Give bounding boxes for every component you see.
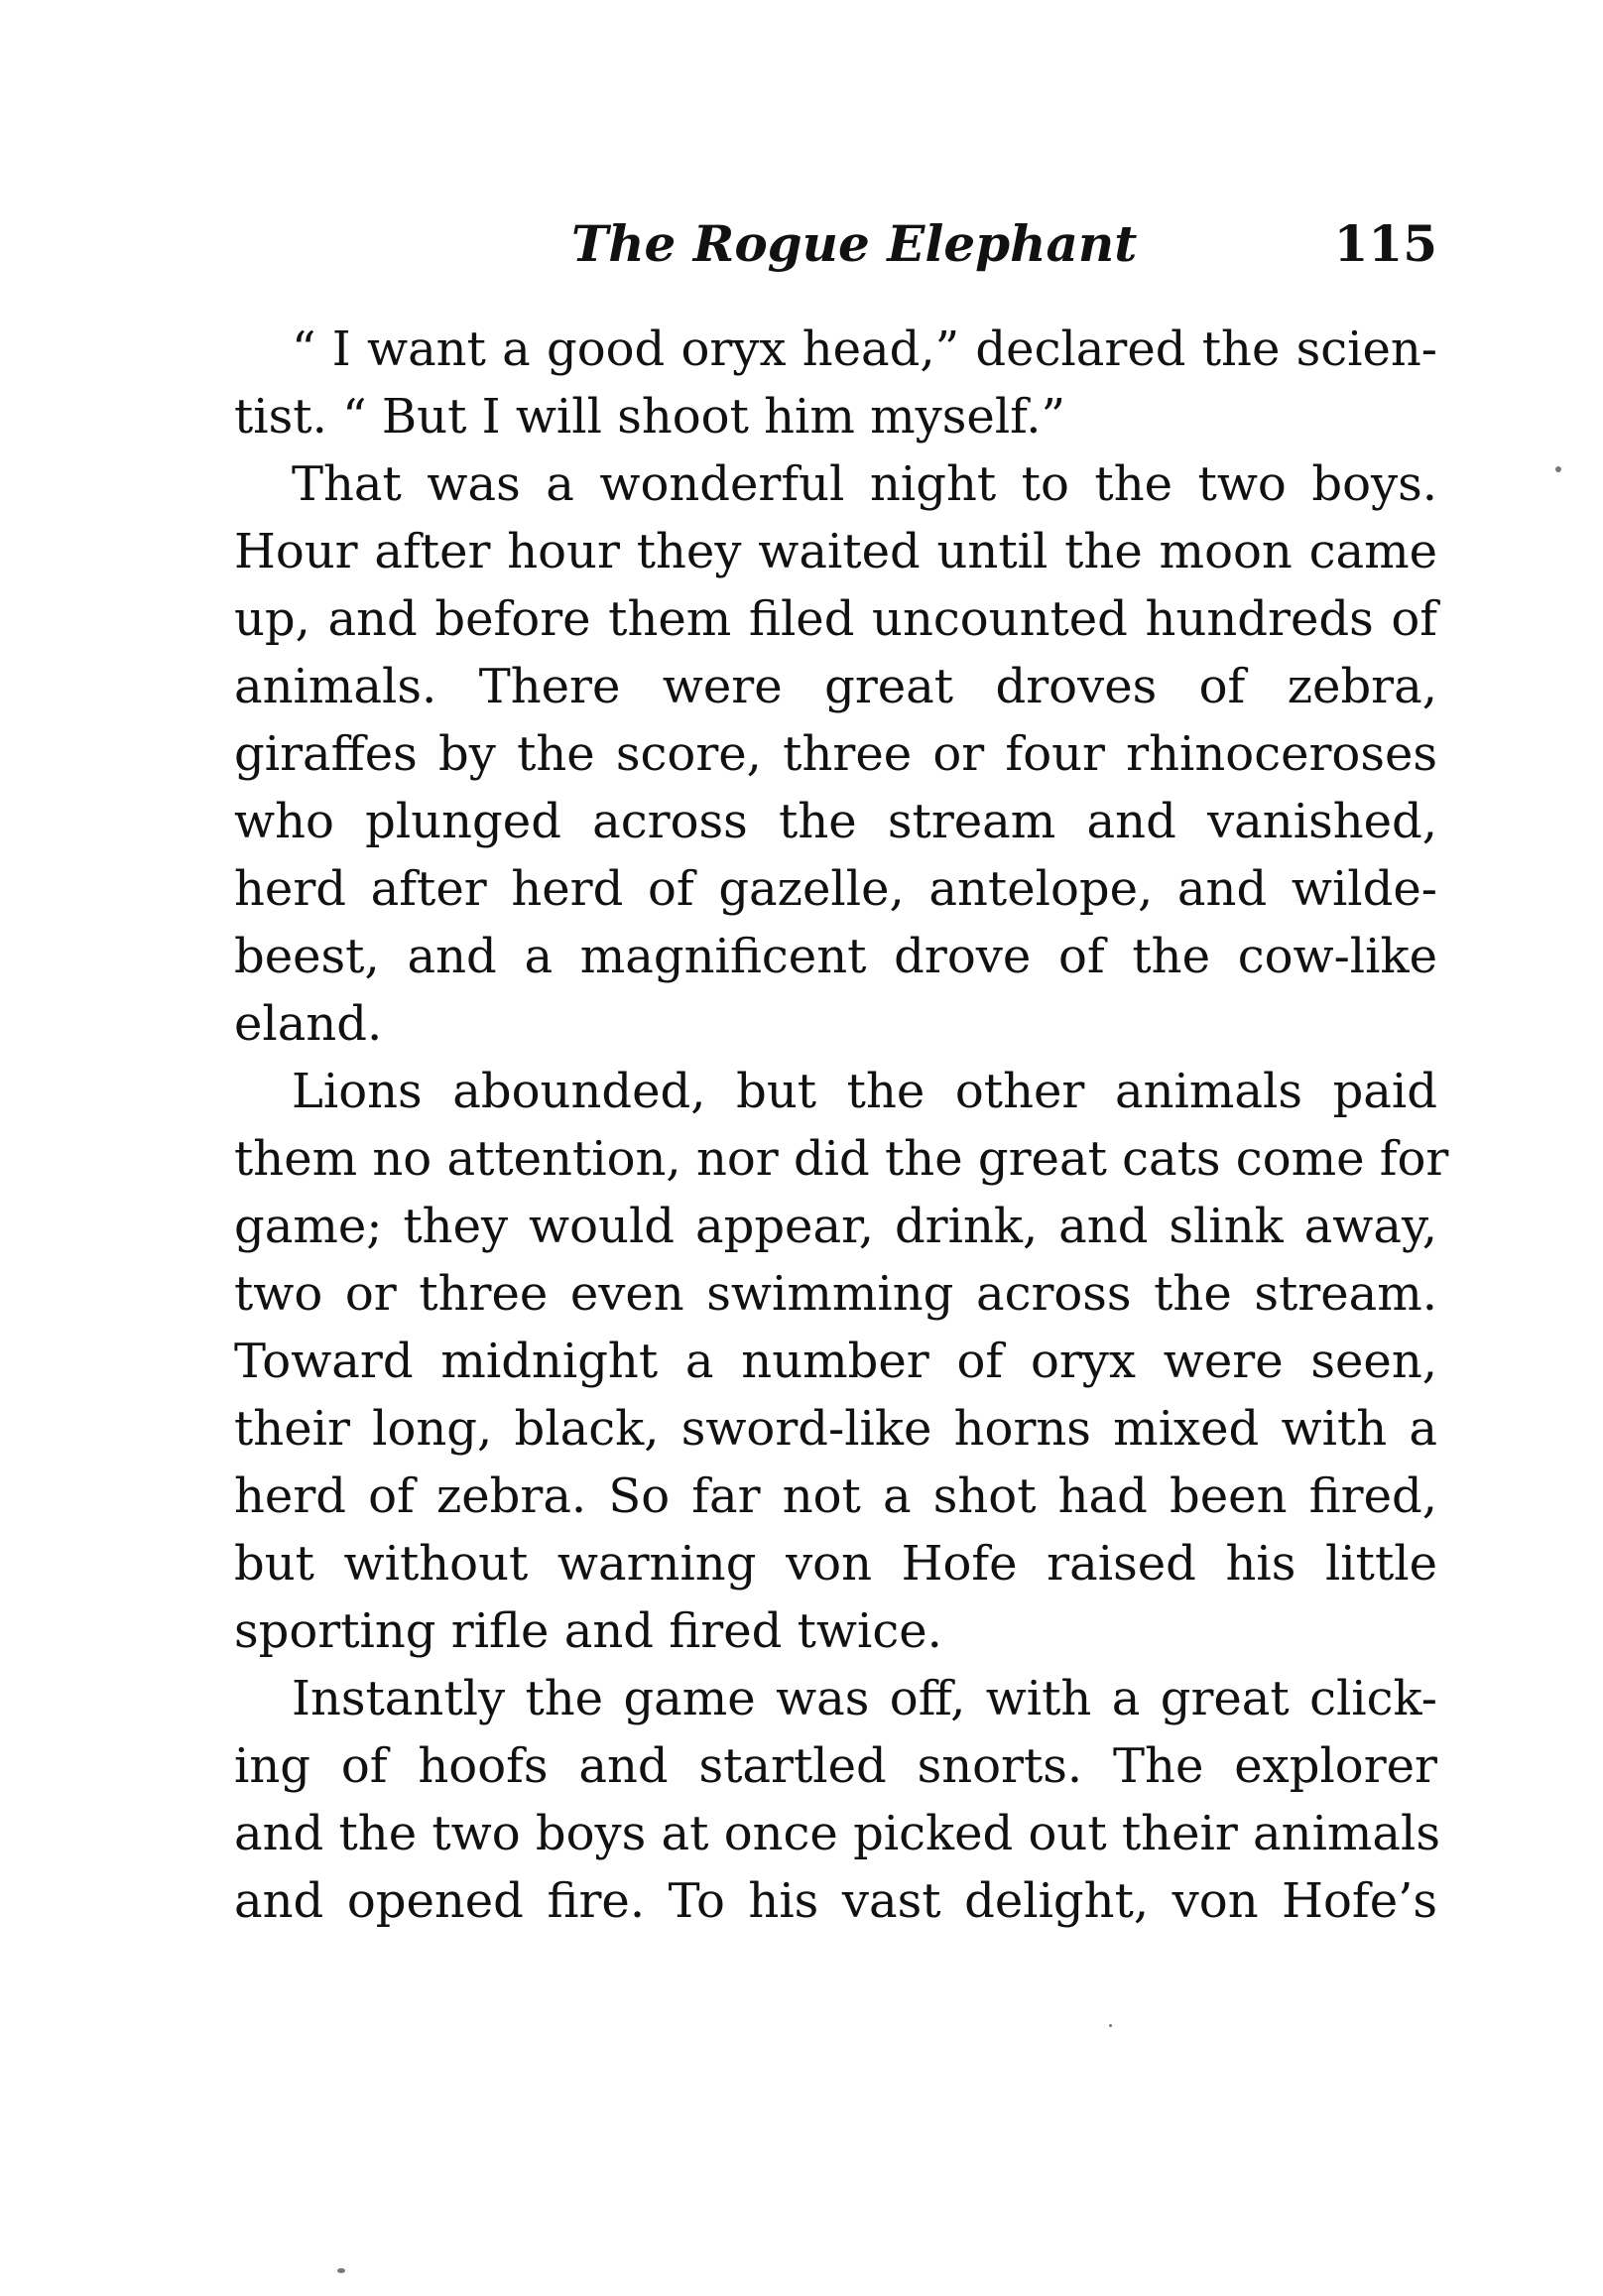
- text-line: two or three even swimming across the stream.: [234, 1266, 1437, 1322]
- text-line: and the two boys at once picked out their animals: [234, 1806, 1441, 1861]
- text-line: beest, and a magnificent drove of the cow-like: [234, 929, 1437, 984]
- text-line: but without warning von Hofe raised his little: [234, 1536, 1437, 1592]
- text-line: Toward midnight a number of oryx were seen,: [234, 1334, 1437, 1389]
- text-line: animals. There were great droves of zebra,: [234, 659, 1437, 714]
- text-line: and opened fire. To his vast delight, von Hofe’s: [234, 1873, 1437, 1929]
- text-line: their long, black, sword-like horns mixed with a: [234, 1401, 1437, 1457]
- text-line: them no attention, nor did the great cats come for: [234, 1131, 1449, 1187]
- running-head: [234, 204, 1437, 284]
- text-line: Lions abounded, but the other animals paid: [292, 1064, 1437, 1119]
- running-title: The Rogue Elephant: [571, 214, 1138, 273]
- text-line: game; they would appear, drink, and slink away,: [234, 1199, 1437, 1254]
- text-line: giraffes by the score, three or four rhinoceroses: [234, 726, 1437, 782]
- paper-speck: [1555, 466, 1561, 472]
- text-line: That was a wonderful night to the two boys.: [292, 456, 1437, 512]
- paper-speck: [1109, 2024, 1112, 2027]
- text-line: ing of hoofs and startled snorts. The explorer: [234, 1738, 1437, 1794]
- text-line: herd after herd of gazelle, antelope, and wilde-: [234, 861, 1437, 917]
- text-line: Hour after hour they waited until the moon came: [234, 524, 1437, 579]
- text-line: eland.: [234, 996, 383, 1052]
- text-line: herd of zebra. So far not a shot had been fired,: [234, 1468, 1437, 1524]
- text-line: who plunged across the stream and vanished,: [234, 794, 1437, 849]
- text-line: up, and before them filed uncounted hundreds of: [234, 591, 1437, 647]
- page-number: 115: [1333, 214, 1437, 273]
- text-line: “ I want a good oryx head,” declared the scien-: [292, 321, 1437, 377]
- paper-speck: [337, 2268, 345, 2273]
- body-text: [234, 316, 1449, 1935]
- text-line: sporting rifle and fired twice.: [234, 1603, 942, 1659]
- text-line: Instantly the game was off, with a great click-: [292, 1671, 1437, 1726]
- text-line: tist. “ But I will shoot him myself.”: [234, 389, 1066, 445]
